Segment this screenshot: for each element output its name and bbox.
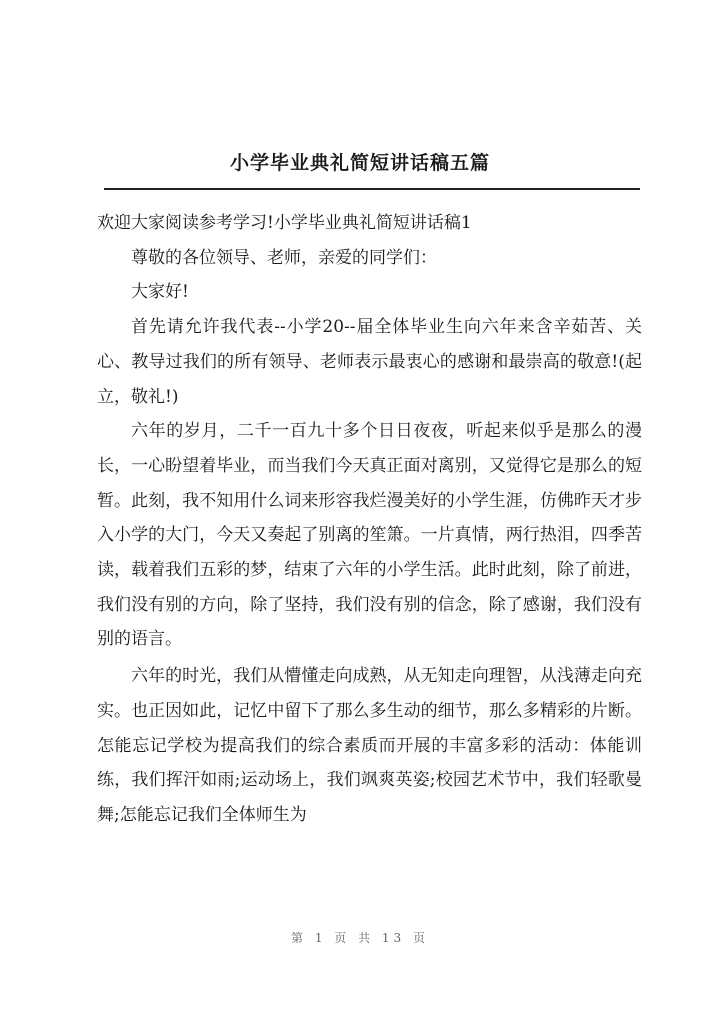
paragraph: 六年的岁月，二千一百九十多个日日夜夜，听起来似乎是那么的漫长，一心盼望着毕业，而当我们今天真正面对离别，又觉得它是那么的短暂。此刻，我不知用什么词来形容我烂漫美好的小学生涯，仿佛昨天才步入小学的大门，今天又奏起了别离的笙箫。一片真情，两行热泪，四季苦读，载着我们五彩的梦，结束了六年的小学生活。此时此刻，除了前进，我们没有别的方向，除了坚持，我们没有别的信念，除了感谢，我们没有别的语言。 bbox=[97, 421, 642, 650]
document-body bbox=[97, 206, 642, 833]
salutation: 尊敬的各位领导、老师，亲爱的同学们： bbox=[131, 247, 437, 268]
paragraph: 六年的时光，我们从懵懂走向成熟，从无知走向理智，从浅薄走向充实。也正因如此，记忆中留下了那么多生动的细节，那么多精彩的片断。怎能忘记学校为提高我们的综合素质而开展的丰富多彩的活动：体能训练，我们挥汗如雨;运动场上，我们飒爽英姿;校园艺术节中，我们轻歌曼舞;怎能忘记我们全体师生为 bbox=[97, 666, 642, 825]
paragraph: 首先请允许我代表--小学20--届全体毕业生向六年来含辛茹苦、关心、教导过我们的所有领导、老师表示最衷心的感谢和最崇高的敬意!(起立，敬礼!) bbox=[97, 317, 642, 407]
page-number: 第 1 页 共 13 页 bbox=[291, 931, 429, 945]
page-title: 小学毕业典礼简短讲话稿五篇 bbox=[229, 152, 490, 174]
intro-line: 欢迎大家阅读参考学习!小学毕业典礼简短讲话稿1 bbox=[97, 213, 472, 233]
greeting: 大家好! bbox=[131, 282, 189, 303]
title-divider bbox=[104, 188, 640, 190]
